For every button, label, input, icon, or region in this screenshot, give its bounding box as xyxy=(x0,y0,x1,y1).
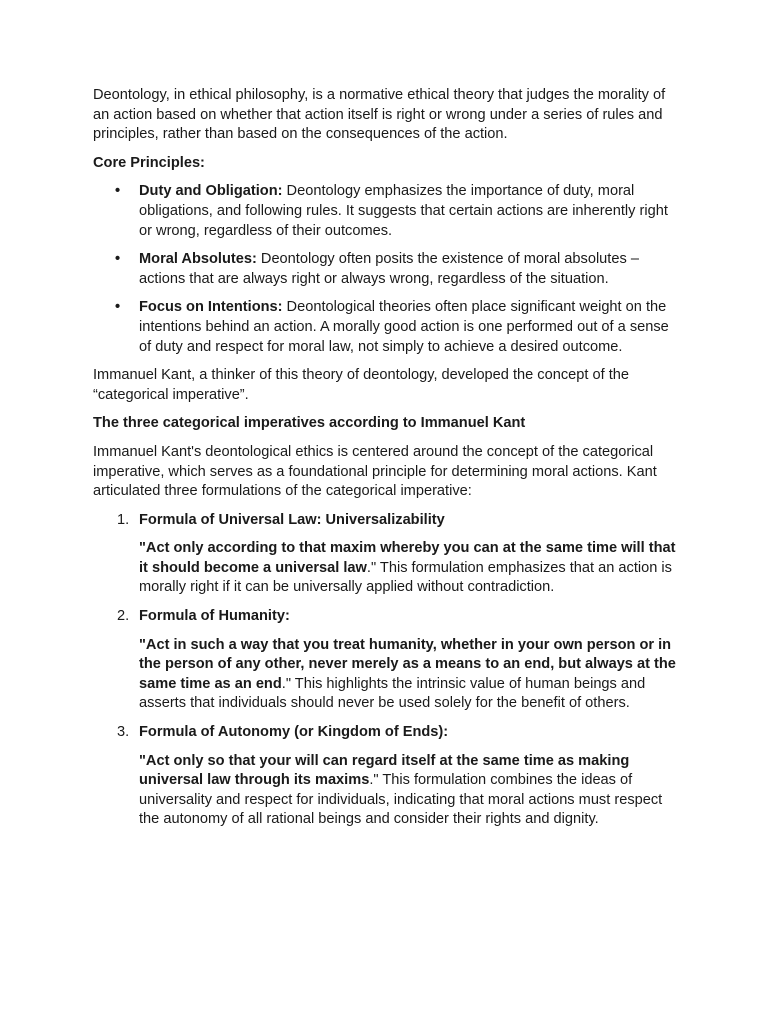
principle-text: Deontological theories often place significant weight on the intentions behind an action. A morally good action is one performed out of a sense of duty and respect for moral law, not simply to achieve a desired outcome. xyxy=(139,299,669,355)
imperative-title: Formula of Universal Law: Universalizability xyxy=(139,511,445,528)
principle-item xyxy=(93,182,683,241)
imperative-body xyxy=(139,636,683,714)
imperative-explanation: ." This formulation emphasizes that an action is morally right if it can be universally applied without contradiction. xyxy=(139,559,672,596)
imperative-quote: "Act only according to that maxim whereby you can at the same time will that it should become a universal law xyxy=(139,540,676,576)
imperative-title: Formula of Autonomy (or Kingdom of Ends): xyxy=(139,724,449,741)
principle-text: Deontology often posits the existence of moral absolutes – actions that are always right or always wrong, regardless of the situation. xyxy=(139,251,639,287)
imperative-body xyxy=(139,752,683,830)
bullet-icon: • xyxy=(115,251,121,268)
imperatives-list xyxy=(93,511,683,830)
kant-paragraph: Immanuel Kant, a thinker of this theory of deontology, developed the concept of the “categorical imperative”. xyxy=(93,367,629,403)
imperative-item xyxy=(93,607,683,714)
imperative-explanation: ." This highlights the intrinsic value of human beings and asserts that individuals should never be used solely for the benefit of others. xyxy=(139,675,646,712)
principle-title: Moral Absolutes: xyxy=(139,251,257,268)
imperative-body xyxy=(139,539,683,598)
imperative-number: 2. xyxy=(117,608,130,625)
principle-title: Duty and Obligation: xyxy=(139,183,283,200)
intro-paragraph: Deontology, in ethical philosophy, is a normative ethical theory that judges the morality of an action based on whether that action itself is right or wrong under a series of rules and principles, rather than based on the consequences of the action. xyxy=(93,87,666,143)
imperative-quote: "Act in such a way that you treat humanity, whether in your own person or in the person of any other, never merely as a means to an end, but always at the same time as an end xyxy=(139,636,676,692)
imperative-title: Formula of Humanity: xyxy=(139,608,290,625)
core-principles-heading: Core Principles: xyxy=(93,154,205,171)
imperative-item xyxy=(93,723,683,830)
imperative-item xyxy=(93,511,683,598)
bullet-icon: • xyxy=(115,183,121,200)
imperative-number: 1. xyxy=(117,511,130,528)
document-page xyxy=(93,86,683,839)
imperative-quote: "Act only so that your will can regard itself at the same time as making universal law through its maxims xyxy=(139,752,630,789)
principle-item xyxy=(93,250,683,289)
imperative-number: 3. xyxy=(117,724,130,741)
imperative-explanation: ." This formulation combines the ideas of universality and respect for individuals, indicating that moral actions must respect the autonomy of all rational beings and consider their rights and dignity. xyxy=(139,772,663,828)
principle-title: Focus on Intentions: xyxy=(139,299,283,316)
imperatives-intro-paragraph: Immanuel Kant's deontological ethics is centered around the concept of the categorical imperative, which serves as a foundational principle for determining moral actions. Kant articulated three formulations of the categorical imperative: xyxy=(93,443,657,500)
imperatives-heading: The three categorical imperatives according to Immanuel Kant xyxy=(93,415,526,432)
principle-item xyxy=(93,298,683,357)
principle-text: Deontology emphasizes the importance of duty, moral obligations, and following rules. It suggests that certain actions are inherently right or wrong, regardless of their outcomes. xyxy=(139,183,668,239)
core-principles-list xyxy=(93,182,683,357)
bullet-icon: • xyxy=(115,299,121,316)
